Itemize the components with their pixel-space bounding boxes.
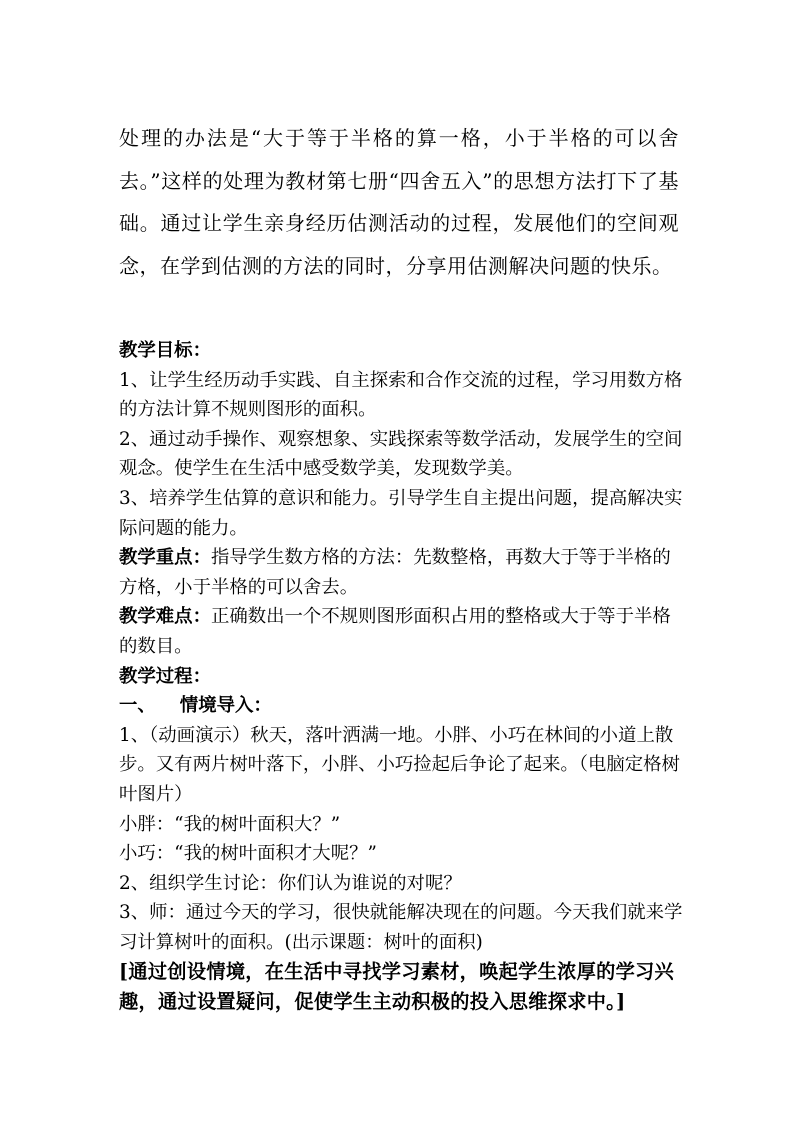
section-1-line-3: 小巧：“我的树叶面积才大呢？” (119, 843, 377, 865)
objective-item-3: 3、培养学生估算的意识和能力。引导学生自主提出问题，提高解决实际问题的能力。 (119, 487, 683, 539)
section-1-line-5: 3、师：通过今天的学习，很快就能解决现在的问题。今天我们就来学习计算树叶的面积。(出示课题：树叶的面积) (119, 902, 683, 953)
section-1-number: 一、 (119, 695, 156, 717)
section-1-heading (119, 691, 684, 721)
difficulty-label: 教学难点： (119, 606, 211, 628)
intro-paragraph: 处理的办法是“大于等于半格的算一格，小于半格的可以舍去。”这样的处理为教材第七册“四舍五入”的思想方法打下了基础。通过让学生亲身经历估测活动的过程，发展他们的空间观念，在学到估测的方法的同时，分享用估测解决问题的快乐。 (119, 126, 679, 278)
lesson-plan-body (119, 336, 684, 1017)
section-1-line-1: 1、（动画演示）秋天，落叶洒满一地。小胖、小巧在林间的小道上散步。又有两片树叶落下，小胖、小巧捡起后争论了起来。（电脑定格树叶图片） (119, 724, 680, 805)
section-1-title: 情境导入： (179, 695, 272, 717)
section-1-line-4: 2、组织学生讨论：你们认为谁说的对呢？ (119, 872, 462, 894)
key-point-text: 指导学生数方格的方法：先数整格，再数大于等于半格的方格，小于半格的可以舍去。 (119, 547, 671, 598)
key-point-paragraph (119, 543, 684, 602)
key-point-label: 教学重点： (119, 547, 211, 569)
objective-item-2: 2、通过动手操作、观察想象、实践探索等数学活动，发展学生的空间观念。使学生在生活中感受数学美，发现数学美。 (119, 428, 683, 480)
section-1-line-2: 小胖：“我的树叶面积大？” (119, 813, 341, 835)
design-note: [通过创设情境，在生活中寻找学习素材，唤起学生浓厚的学习兴趣，通过设置疑问，促使学生主动积极的投入思维探求中。] (119, 960, 675, 1014)
objectives-heading: 教学目标： (119, 340, 211, 361)
difficulty-text: 正确数出一个不规则图形面积占用的整格或大于等于半格的数目。 (119, 606, 671, 657)
objective-item-1: 1、让学生经历动手实践、自主探索和合作交流的过程，学习用数方格的方法计算不规则图形的面积。 (119, 369, 683, 421)
process-heading: 教学过程： (119, 665, 211, 687)
difficulty-paragraph (119, 602, 684, 661)
